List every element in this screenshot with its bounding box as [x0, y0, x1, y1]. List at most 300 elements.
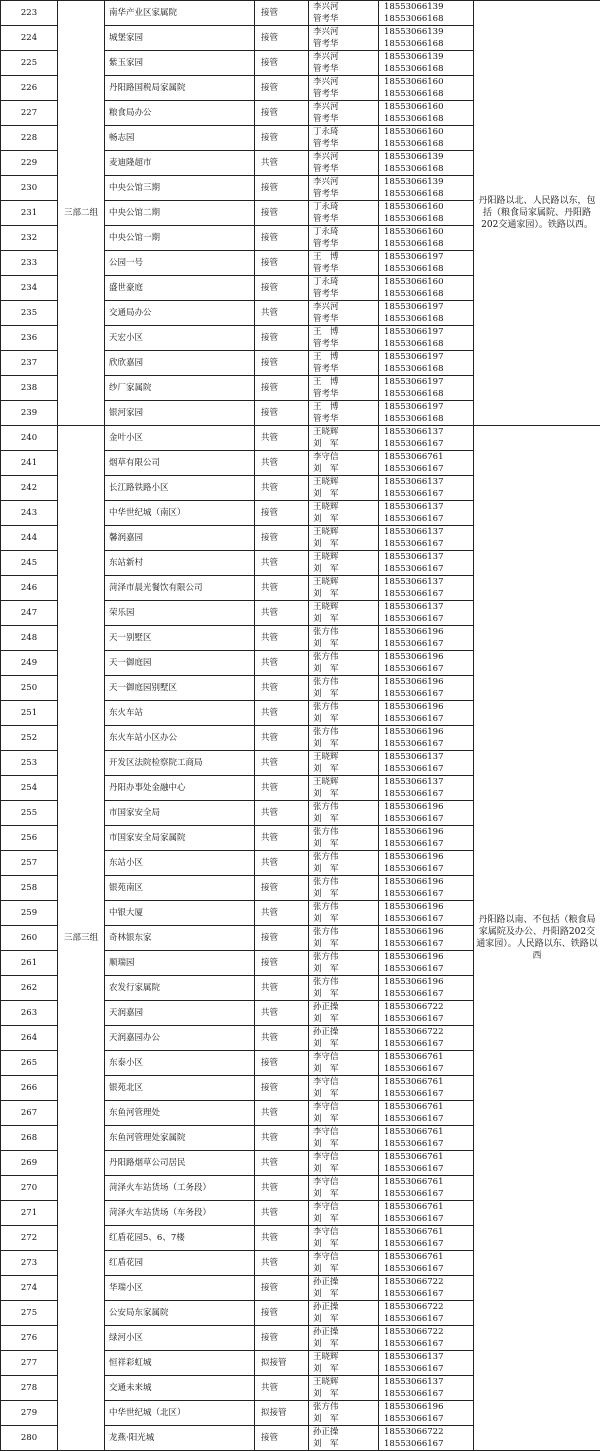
- contact-phone-2: 18553066167: [384, 1263, 473, 1275]
- contact-phone-2: 18553066168: [384, 263, 473, 275]
- contact-phone-2: 18553066167: [384, 563, 473, 575]
- contact-phone-2: 18553066167: [384, 513, 473, 525]
- contact-persons: [309, 1226, 379, 1251]
- management-mode: 拟接管: [255, 1401, 309, 1426]
- contact-phone-2: 18553066167: [384, 1388, 473, 1400]
- row-number: 267: [1, 1101, 58, 1126]
- contact-persons: [309, 226, 379, 251]
- contact-persons: [309, 276, 379, 301]
- row-number: 265: [1, 1051, 58, 1076]
- contact-persons: [309, 726, 379, 751]
- contact-person-1: 孙正操: [313, 1326, 378, 1338]
- contact-phone-2: 18553066167: [384, 1313, 473, 1325]
- contact-phone-1: 18553066137: [384, 551, 473, 563]
- community-name: 顺瑞园: [105, 951, 255, 976]
- contact-persons: [309, 776, 379, 801]
- contact-phone-2: 18553066167: [384, 1363, 473, 1375]
- contact-person-1: 张方伟: [313, 651, 378, 663]
- contact-phone-1: 18553066722: [384, 1276, 473, 1288]
- contact-phone-1: 18553066761: [384, 1226, 473, 1238]
- row-number: 250: [1, 676, 58, 701]
- contact-person-1: 李守信: [313, 1076, 378, 1088]
- community-name: 银苑北区: [105, 1076, 255, 1101]
- community-name: 交通局办公: [105, 301, 255, 326]
- contact-phone-2: 18553066167: [384, 663, 473, 675]
- row-number: 240: [1, 426, 58, 451]
- contact-person-1: 李守信: [313, 1101, 378, 1113]
- contact-persons: [309, 626, 379, 651]
- community-name: 公园一号: [105, 251, 255, 276]
- contact-phone-2: 18553066168: [384, 188, 473, 200]
- contact-phones: [379, 726, 474, 751]
- contact-person-1: 王晓辉: [313, 751, 378, 763]
- row-number: 268: [1, 1126, 58, 1151]
- contact-person-1: 张方伟: [313, 976, 378, 988]
- management-mode: 接管: [255, 76, 309, 101]
- row-number: 248: [1, 626, 58, 651]
- contact-person-2: 刘 军: [313, 738, 378, 750]
- contact-persons: [309, 1001, 379, 1026]
- contact-person-1: 王 博: [313, 326, 378, 338]
- contact-phone-2: 18553066167: [384, 813, 473, 825]
- contact-person-1: 王晓辉: [313, 1376, 378, 1388]
- management-mode: 接管: [255, 1276, 309, 1301]
- contact-person-1: 李守信: [313, 1226, 378, 1238]
- contact-person-1: 李兴河: [313, 151, 378, 163]
- contact-persons: [309, 451, 379, 476]
- area-description: 丹阳路以南、不包括（粮食局家属院及办公、丹阳路202交通家园）。人民路以东、铁路以西: [474, 426, 600, 1451]
- contact-person-1: 李守信: [313, 1151, 378, 1163]
- management-mode: 接管: [255, 376, 309, 401]
- contact-phone-2: 18553066167: [384, 488, 473, 500]
- contact-person-1: 丁永琦: [313, 226, 378, 238]
- contact-persons: [309, 1, 379, 26]
- contact-person-2: 管考华: [313, 288, 378, 300]
- row-number: 225: [1, 51, 58, 76]
- contact-phone-2: 18553066167: [384, 588, 473, 600]
- contact-person-1: 李兴河: [313, 51, 378, 63]
- contact-phones: [379, 1351, 474, 1376]
- contact-person-2: 刘 军: [313, 563, 378, 575]
- community-name: 东鱼河管理处: [105, 1101, 255, 1126]
- area-description: 丹阳路以北、人民路以东，包括（粮食局家属院、丹阳路202交通家园）。铁路以西。: [474, 1, 600, 426]
- contact-phone-2: 18553066167: [384, 938, 473, 950]
- contact-phone-2: 18553066168: [384, 338, 473, 350]
- community-name: 金叶小区: [105, 426, 255, 451]
- contact-phones: [379, 1276, 474, 1301]
- contact-person-2: 刘 军: [313, 513, 378, 525]
- management-mode: 共管: [255, 1101, 309, 1126]
- contact-phone-1: 18553066137: [384, 751, 473, 763]
- contact-person-2: 刘 军: [313, 1438, 378, 1450]
- management-mode: 共管: [255, 701, 309, 726]
- contact-phones: [379, 551, 474, 576]
- contact-person-2: 刘 军: [313, 838, 378, 850]
- community-name: 丹阳路烟草公司居民: [105, 1151, 255, 1176]
- management-mode: 共管: [255, 826, 309, 851]
- contact-phones: [379, 751, 474, 776]
- community-name: 绿河小区: [105, 1326, 255, 1351]
- management-mode: 接管: [255, 326, 309, 351]
- contact-person-2: 刘 军: [313, 1113, 378, 1125]
- contact-person-2: 管考华: [313, 113, 378, 125]
- contact-persons: [309, 876, 379, 901]
- contact-phone-2: 18553066167: [384, 1288, 473, 1300]
- contact-person-2: 刘 军: [313, 613, 378, 625]
- contact-phones: [379, 226, 474, 251]
- contact-person-2: 管考华: [313, 338, 378, 350]
- contact-person-1: 张方伟: [313, 626, 378, 638]
- contact-phone-2: 18553066168: [384, 138, 473, 150]
- contact-person-2: 管考华: [313, 388, 378, 400]
- contact-phones: [379, 451, 474, 476]
- management-mode: 接管: [255, 1076, 309, 1101]
- contact-persons: [309, 826, 379, 851]
- contact-person-1: 张方伟: [313, 1401, 378, 1413]
- contact-phones: [379, 501, 474, 526]
- management-mode: 接管: [255, 251, 309, 276]
- row-number: 244: [1, 526, 58, 551]
- contact-phones: [379, 976, 474, 1001]
- contact-person-2: 管考华: [313, 88, 378, 100]
- contact-person-2: 刘 军: [313, 1138, 378, 1150]
- community-name: 天一御庭园: [105, 651, 255, 676]
- management-mode: 共管: [255, 1201, 309, 1226]
- contact-person-2: 管考华: [313, 363, 378, 375]
- contact-phones: [379, 1076, 474, 1101]
- management-mode: 接管: [255, 126, 309, 151]
- contact-person-2: 刘 军: [313, 638, 378, 650]
- community-name: 东站新村: [105, 551, 255, 576]
- contact-person-1: 孙正操: [313, 1026, 378, 1038]
- contact-persons: [309, 1326, 379, 1351]
- management-mode: 共管: [255, 576, 309, 601]
- management-mode: 共管: [255, 676, 309, 701]
- community-name: 东火车站: [105, 701, 255, 726]
- community-name: 红盾花园: [105, 1251, 255, 1276]
- contact-phone-1: 18553066160: [384, 76, 473, 88]
- contact-persons: [309, 701, 379, 726]
- contact-persons: [309, 751, 379, 776]
- contact-person-2: 刘 军: [313, 1163, 378, 1175]
- community-name: 菏泽火车站货场（工务段）: [105, 1176, 255, 1201]
- contact-phone-1: 18553066196: [384, 826, 473, 838]
- contact-phones: [379, 926, 474, 951]
- row-number: 232: [1, 226, 58, 251]
- management-mode: 接管: [255, 26, 309, 51]
- contact-persons: [309, 1051, 379, 1076]
- contact-person-1: 孙正操: [313, 1001, 378, 1013]
- contact-person-2: 刘 军: [313, 688, 378, 700]
- contact-phone-1: 18553066139: [384, 26, 473, 38]
- contact-persons: [309, 1151, 379, 1176]
- contact-phones: [379, 1376, 474, 1401]
- contact-phone-2: 18553066167: [384, 963, 473, 975]
- community-name: 烟草有限公司: [105, 451, 255, 476]
- contact-phone-1: 18553066197: [384, 401, 473, 413]
- contact-phone-2: 18553066168: [384, 313, 473, 325]
- contact-phones: [379, 676, 474, 701]
- contact-phones: [379, 426, 474, 451]
- contact-phone-2: 18553066168: [384, 63, 473, 75]
- contact-person-1: 张方伟: [313, 926, 378, 938]
- row-number: 272: [1, 1226, 58, 1251]
- contact-phone-2: 18553066167: [384, 1338, 473, 1350]
- management-mode: 接管: [255, 526, 309, 551]
- contact-person-1: 李兴河: [313, 301, 378, 313]
- contact-persons: [309, 401, 379, 426]
- contact-phone-2: 18553066167: [384, 1413, 473, 1425]
- contact-person-2: 刘 军: [313, 1288, 378, 1300]
- contact-phone-2: 18553066167: [384, 1088, 473, 1100]
- contact-person-1: 王 博: [313, 251, 378, 263]
- management-mode: 接管: [255, 176, 309, 201]
- contact-phone-1: 18553066197: [384, 301, 473, 313]
- contact-persons: [309, 1401, 379, 1426]
- contact-phones: [379, 801, 474, 826]
- contact-phones: [379, 1151, 474, 1176]
- contact-person-2: 刘 军: [313, 938, 378, 950]
- group-label: 三部三组: [58, 426, 105, 1451]
- contact-phone-1: 18553066761: [384, 1151, 473, 1163]
- contact-persons: [309, 1201, 379, 1226]
- contact-phone-2: 18553066167: [384, 763, 473, 775]
- contact-persons: [309, 51, 379, 76]
- contact-person-1: 王晓辉: [313, 476, 378, 488]
- community-name: 农发行家属院: [105, 976, 255, 1001]
- contact-persons: [309, 151, 379, 176]
- management-mode: 接管: [255, 1426, 309, 1451]
- contact-phone-1: 18553066137: [384, 476, 473, 488]
- community-name: 畅志园: [105, 126, 255, 151]
- contact-phone-1: 18553066137: [384, 526, 473, 538]
- management-mode: 共管: [255, 1176, 309, 1201]
- contact-phone-2: 18553066168: [384, 163, 473, 175]
- contact-person-1: 李守信: [313, 1251, 378, 1263]
- community-name: 盛世豪庭: [105, 276, 255, 301]
- contact-person-1: 张方伟: [313, 901, 378, 913]
- community-name: 菏泽火车站货场（车务段）: [105, 1201, 255, 1226]
- contact-phone-2: 18553066167: [384, 688, 473, 700]
- contact-phone-2: 18553066168: [384, 38, 473, 50]
- contact-phone-1: 18553066761: [384, 1101, 473, 1113]
- community-name: 中华世纪城（南区）: [105, 501, 255, 526]
- contact-person-1: 王晓辉: [313, 576, 378, 588]
- contact-persons: [309, 1301, 379, 1326]
- contact-person-2: 刘 军: [313, 713, 378, 725]
- contact-person-1: 李兴河: [313, 101, 378, 113]
- contact-phone-2: 18553066167: [384, 1188, 473, 1200]
- contact-person-2: 刘 军: [313, 1338, 378, 1350]
- community-name: 公安局东家属院: [105, 1301, 255, 1326]
- community-name: 中央公馆三期: [105, 176, 255, 201]
- contact-phone-2: 18553066167: [384, 1138, 473, 1150]
- row-number: 251: [1, 701, 58, 726]
- management-mode: 接管: [255, 1, 309, 26]
- contact-phones: [379, 1126, 474, 1151]
- contact-phone-1: 18553066196: [384, 726, 473, 738]
- contact-phone-2: 18553066167: [384, 913, 473, 925]
- contact-phones: [379, 526, 474, 551]
- community-name: 奇林银东家: [105, 926, 255, 951]
- row-number: 253: [1, 751, 58, 776]
- contact-persons: [309, 501, 379, 526]
- management-mode: 共管: [255, 1251, 309, 1276]
- row-number: 245: [1, 551, 58, 576]
- contact-phones: [379, 126, 474, 151]
- contact-person-1: 张方伟: [313, 951, 378, 963]
- contact-phone-2: 18553066167: [384, 738, 473, 750]
- community-name: 天一别墅区: [105, 626, 255, 651]
- contact-phones: [379, 276, 474, 301]
- row-number: 273: [1, 1251, 58, 1276]
- row-number: 263: [1, 1001, 58, 1026]
- management-mode: 共管: [255, 776, 309, 801]
- contact-person-2: 刘 军: [313, 438, 378, 450]
- contact-person-2: 管考华: [313, 13, 378, 25]
- contact-person-2: 刘 军: [313, 1413, 378, 1425]
- contact-phone-1: 18553066196: [384, 851, 473, 863]
- row-number: 226: [1, 76, 58, 101]
- row-number: 241: [1, 451, 58, 476]
- contact-person-2: 刘 军: [313, 463, 378, 475]
- contact-phones: [379, 1326, 474, 1351]
- community-name: 纱厂家属院: [105, 376, 255, 401]
- contact-persons: [309, 326, 379, 351]
- contact-persons: [309, 251, 379, 276]
- contact-person-1: 李兴河: [313, 76, 378, 88]
- contact-phone-1: 18553066137: [384, 601, 473, 613]
- contact-phone-2: 18553066167: [384, 838, 473, 850]
- row-number: 275: [1, 1301, 58, 1326]
- contact-persons: [309, 526, 379, 551]
- row-number: 236: [1, 326, 58, 351]
- contact-persons: [309, 601, 379, 626]
- row-number: 249: [1, 651, 58, 676]
- management-mode: 接管: [255, 951, 309, 976]
- contact-phone-2: 18553066167: [384, 1438, 473, 1450]
- contact-person-1: 李守信: [313, 1176, 378, 1188]
- contact-phones: [379, 1051, 474, 1076]
- contact-phone-1: 18553066196: [384, 951, 473, 963]
- management-mode: 拟接管: [255, 1351, 309, 1376]
- contact-persons: [309, 126, 379, 151]
- contact-person-2: 刘 军: [313, 813, 378, 825]
- contact-person-2: 刘 军: [313, 913, 378, 925]
- row-number: 264: [1, 1026, 58, 1051]
- community-name: 银苑南区: [105, 876, 255, 901]
- contact-persons: [309, 26, 379, 51]
- contact-person-1: 王晓辉: [313, 526, 378, 538]
- contact-phone-2: 18553066168: [384, 13, 473, 25]
- row-number: 259: [1, 901, 58, 926]
- contact-person-1: 张方伟: [313, 801, 378, 813]
- contact-persons: [309, 376, 379, 401]
- contact-phones: [379, 476, 474, 501]
- contact-phones: [379, 776, 474, 801]
- contact-phone-1: 18553066196: [384, 801, 473, 813]
- contact-person-1: 李兴河: [313, 26, 378, 38]
- management-mode: 接管: [255, 201, 309, 226]
- contact-phones: [379, 76, 474, 101]
- community-name: 中央公馆一期: [105, 226, 255, 251]
- management-mode: 接管: [255, 101, 309, 126]
- community-name: 丹阳办事处金融中心: [105, 776, 255, 801]
- row-number: 231: [1, 201, 58, 226]
- management-mode: 共管: [255, 901, 309, 926]
- contact-phone-1: 18553066137: [384, 501, 473, 513]
- contact-phone-2: 18553066168: [384, 238, 473, 250]
- contact-phone-2: 18553066167: [384, 613, 473, 625]
- contact-person-2: 刘 军: [313, 763, 378, 775]
- contact-phone-1: 18553066137: [384, 1351, 473, 1363]
- community-name: 银河家园: [105, 401, 255, 426]
- contact-phones: [379, 351, 474, 376]
- row-number: 223: [1, 1, 58, 26]
- management-mode: 接管: [255, 351, 309, 376]
- management-mode: 共管: [255, 301, 309, 326]
- contact-phone-1: 18553066197: [384, 351, 473, 363]
- contact-phones: [379, 326, 474, 351]
- management-mode: 接管: [255, 1301, 309, 1326]
- contact-person-1: 张方伟: [313, 676, 378, 688]
- management-mode: 共管: [255, 651, 309, 676]
- contact-persons: [309, 676, 379, 701]
- contact-phone-1: 18553066160: [384, 201, 473, 213]
- contact-person-1: 李守信: [313, 1051, 378, 1063]
- contact-person-2: 刘 军: [313, 963, 378, 975]
- row-number: 260: [1, 926, 58, 951]
- row-number: 252: [1, 726, 58, 751]
- community-name: 天润嘉园办公: [105, 1026, 255, 1051]
- row-number: 256: [1, 826, 58, 851]
- row-number: 228: [1, 126, 58, 151]
- contact-persons: [309, 851, 379, 876]
- contact-phone-2: 18553066167: [384, 888, 473, 900]
- contact-person-2: 管考华: [313, 138, 378, 150]
- contact-phone-2: 18553066167: [384, 988, 473, 1000]
- management-mode: 共管: [255, 451, 309, 476]
- contact-phone-2: 18553066167: [384, 1063, 473, 1075]
- group-label: 三部二组: [58, 1, 105, 426]
- contact-person-1: 张方伟: [313, 851, 378, 863]
- community-name: 东站小区: [105, 851, 255, 876]
- contact-phones: [379, 151, 474, 176]
- contact-persons: [309, 1376, 379, 1401]
- community-name: 市国家安全局: [105, 801, 255, 826]
- row-number: 254: [1, 776, 58, 801]
- community-name: 丹阳路国税局家属院: [105, 76, 255, 101]
- contact-phone-1: 18553066139: [384, 51, 473, 63]
- contact-person-1: 李守信: [313, 1201, 378, 1213]
- management-mode: 接管: [255, 501, 309, 526]
- community-name: 荣乐园: [105, 601, 255, 626]
- contact-persons: [309, 301, 379, 326]
- management-mode: 接管: [255, 276, 309, 301]
- community-name: 东鱼河管理处家属院: [105, 1126, 255, 1151]
- contact-phone-2: 18553066167: [384, 1238, 473, 1250]
- contact-persons: [309, 651, 379, 676]
- contact-phones: [379, 1026, 474, 1051]
- contact-person-2: 管考华: [313, 163, 378, 175]
- management-mode: 共管: [255, 626, 309, 651]
- contact-person-2: 管考华: [313, 238, 378, 250]
- contact-person-1: 王晓辉: [313, 601, 378, 613]
- contact-phone-2: 18553066167: [384, 788, 473, 800]
- contact-person-2: 管考华: [313, 38, 378, 50]
- contact-phone-1: 18553066761: [384, 1051, 473, 1063]
- community-name: 中银大厦: [105, 901, 255, 926]
